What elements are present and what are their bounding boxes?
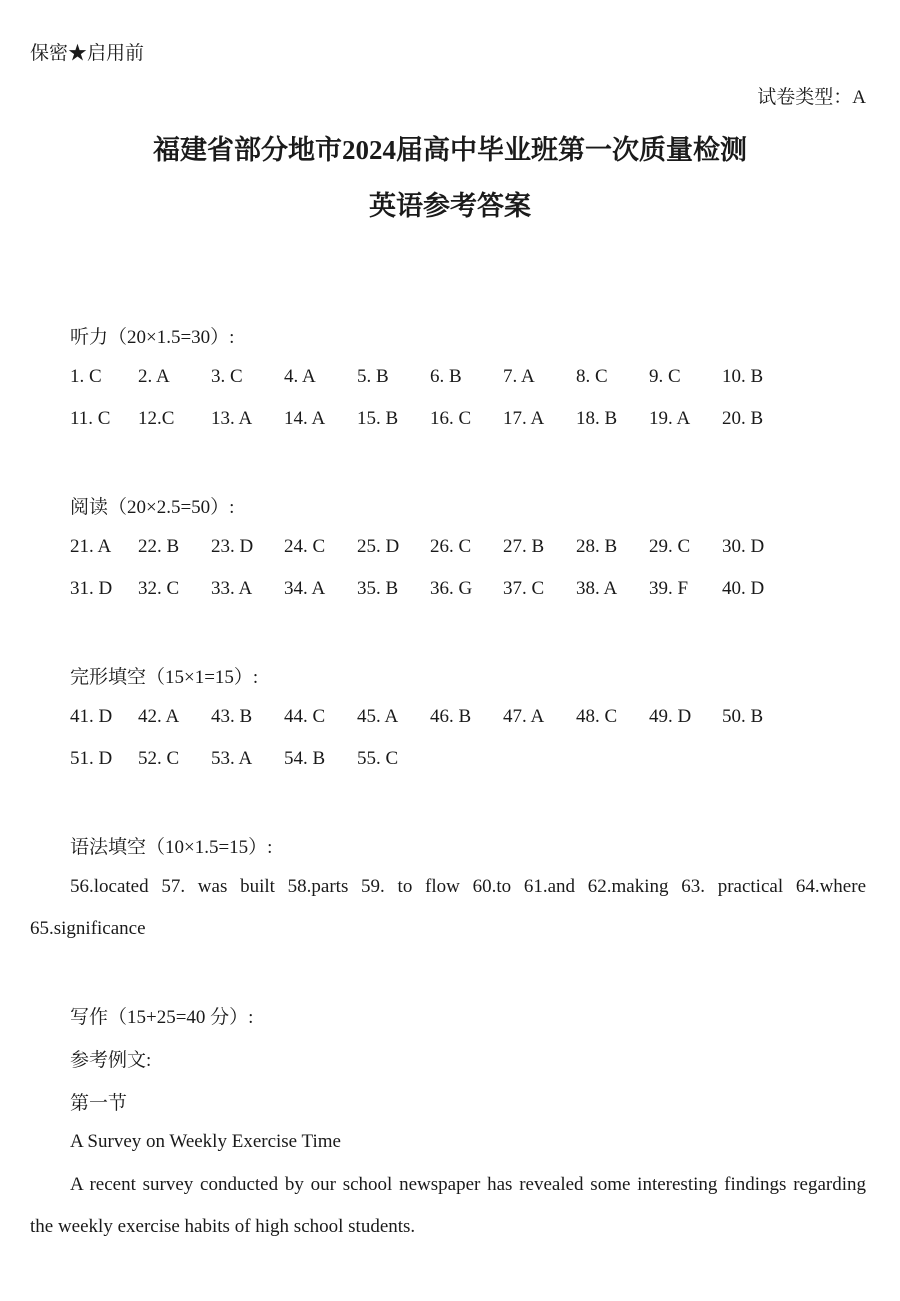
answer-item: 19. A	[649, 408, 691, 429]
answer-item: 33. A	[211, 578, 253, 599]
answer-item: 12.C	[138, 408, 175, 429]
answer-item: 27. B	[503, 536, 545, 557]
grammar-answers: 56.located 57. was built 58.parts 59. to flow 60.to 61.and 62.making 63. practical 64.where 65.significance	[30, 876, 866, 939]
essay-paragraph: A recent survey conducted by our school newspaper has revealed some interesting findings regarding the weekly exercise habits of high school students.	[30, 1174, 866, 1237]
answer-item: 9. C	[649, 366, 681, 387]
cloze-heading: 完形填空（15×1=15）:	[70, 667, 259, 688]
answer-item: 50. B	[722, 706, 764, 727]
answer-item: 51. D	[70, 748, 113, 769]
answer-item: 45. A	[357, 706, 399, 727]
answer-item: 5. B	[357, 366, 389, 387]
answer-item: 2. A	[138, 366, 170, 387]
answer-item: 29. C	[649, 536, 691, 557]
answer-item: 25. D	[357, 536, 400, 557]
answer-item: 37. C	[503, 578, 545, 599]
answer-item: 44. C	[284, 706, 326, 727]
answer-item: 4. A	[284, 366, 316, 387]
answer-item: 14. A	[284, 408, 326, 429]
answer-item: 7. A	[503, 366, 535, 387]
answer-item: 11. C	[70, 408, 111, 429]
reading-heading: 阅读（20×2.5=50）:	[70, 497, 235, 518]
essay-paragraph-block	[30, 1164, 866, 1248]
answer-item: 38. A	[576, 578, 618, 599]
answer-item: 15. B	[357, 408, 399, 429]
sample-essay-label: 参考例文:	[70, 1050, 152, 1071]
answer-item: 46. B	[430, 706, 472, 727]
answer-item: 53. A	[211, 748, 253, 769]
answer-item: 36. G	[430, 578, 473, 599]
answer-item: 43. B	[211, 706, 253, 727]
answer-item: 20. B	[722, 408, 764, 429]
answer-item: 34. A	[284, 578, 326, 599]
answer-item: 24. C	[284, 536, 326, 557]
answer-item: 13. A	[211, 408, 253, 429]
answer-item: 6. B	[430, 366, 462, 387]
answer-item: 47. A	[503, 706, 545, 727]
answer-item: 8. C	[576, 366, 608, 387]
answer-item: 40. D	[722, 578, 765, 599]
answer-item: 54. B	[284, 748, 326, 769]
answer-item: 26. C	[430, 536, 472, 557]
answer-item: 1. C	[70, 366, 102, 387]
answer-item: 3. C	[211, 366, 243, 387]
answer-item: 18. B	[576, 408, 618, 429]
answer-item: 55. C	[357, 748, 399, 769]
answer-item: 42. A	[138, 706, 180, 727]
answer-item: 49. D	[649, 706, 692, 727]
answer-item: 52. C	[138, 748, 180, 769]
answer-item: 41. D	[70, 706, 113, 727]
answer-item: 23. D	[211, 536, 254, 557]
document-title: 福建省部分地市2024届高中毕业班第一次质量检测	[153, 135, 747, 165]
answer-item: 35. B	[357, 578, 399, 599]
answer-item: 16. C	[430, 408, 472, 429]
writing-heading: 写作（15+25=40 分）:	[70, 1007, 254, 1028]
grammar-heading: 语法填空（10×1.5=15）:	[70, 837, 273, 858]
listening-heading: 听力（20×1.5=30）:	[70, 327, 235, 348]
answer-item: 28. B	[576, 536, 618, 557]
answer-item: 21. A	[70, 536, 112, 557]
answer-item: 22. B	[138, 536, 180, 557]
answer-item: 39. F	[649, 578, 689, 599]
section-one-label: 第一节	[70, 1093, 128, 1114]
answer-item: 10. B	[722, 366, 764, 387]
confidential-label: 保密★启用前	[30, 43, 145, 64]
answer-item: 17. A	[503, 408, 545, 429]
answer-item: 31. D	[70, 578, 113, 599]
document-subtitle: 英语参考答案	[369, 191, 531, 221]
grammar-answers-block	[30, 866, 866, 950]
paper-type-label: 试卷类型：A	[757, 87, 866, 108]
answer-item: 30. D	[722, 536, 765, 557]
essay-title: A Survey on Weekly Exercise Time	[70, 1131, 341, 1152]
answer-item: 48. C	[576, 706, 618, 727]
answer-item: 32. C	[138, 578, 180, 599]
